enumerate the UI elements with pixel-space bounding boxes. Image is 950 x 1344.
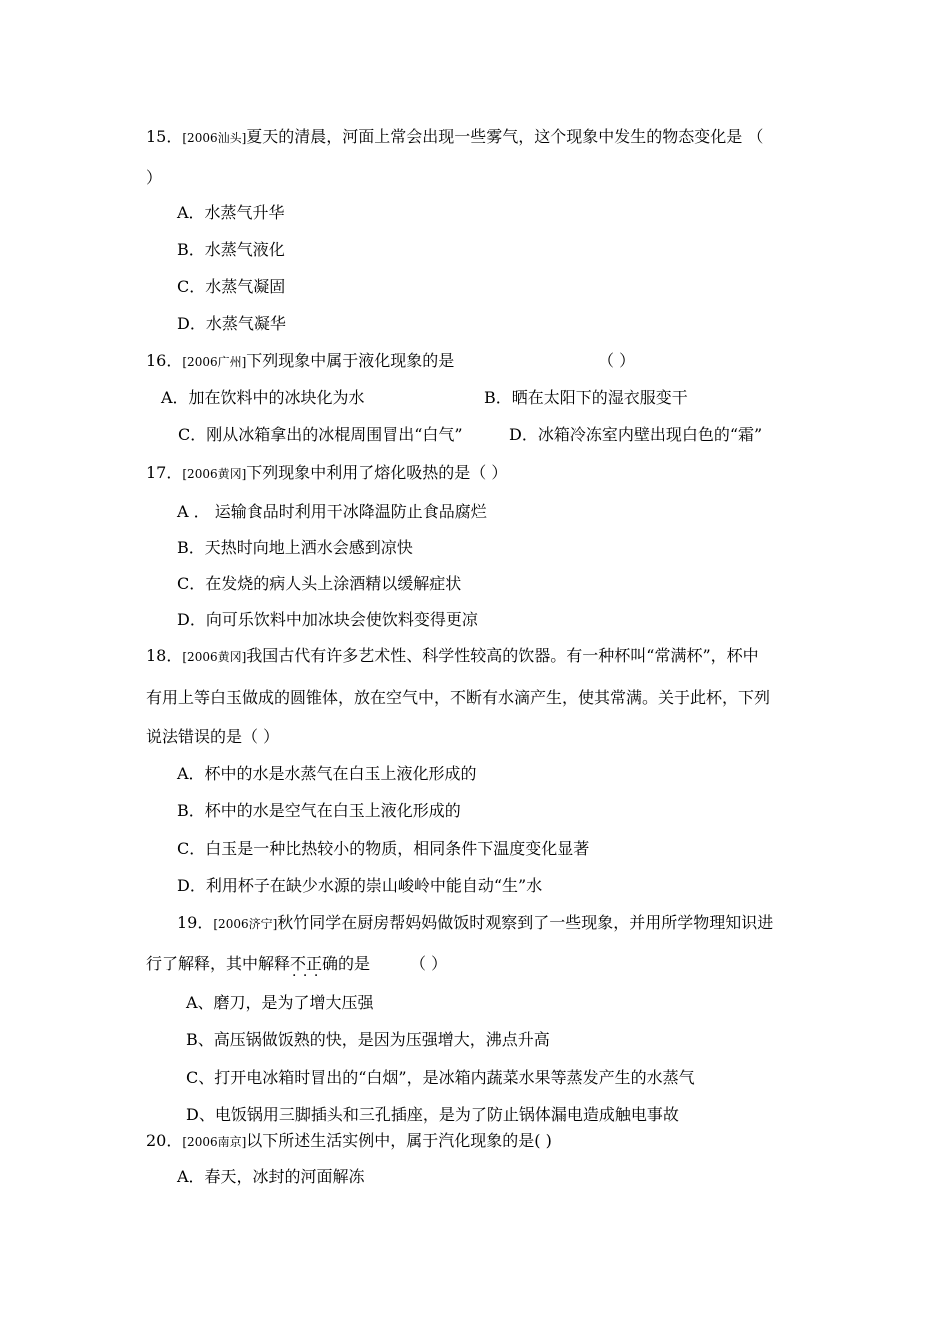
question-15-stem-continued: ） bbox=[146, 168, 163, 187]
option-17-c: C．在发烧的病人头上涂酒精以缓解症状 bbox=[177, 574, 462, 593]
option-17-b: B．天热时向地上洒水会感到凉快 bbox=[177, 538, 413, 557]
option-16-a: A．加在饮料中的冰块化为水 bbox=[161, 388, 365, 407]
option-18-a: A．杯中的水是水蒸气在白玉上液化形成的 bbox=[177, 764, 477, 783]
question-text: 行了解释，其中解释 bbox=[146, 954, 291, 973]
option-17-d: D．向可乐饮料中加冰块会使饮料变得更凉 bbox=[177, 610, 478, 629]
question-source: [2006黄冈] bbox=[182, 467, 247, 481]
option-19-a: A、磨刀，是为了增大压强 bbox=[186, 993, 374, 1012]
option-16-c: C．刚从冰箱拿出的冰棍周围冒出“白气” bbox=[178, 425, 463, 444]
option-18-c: C．白玉是一种比热较小的物质，相同条件下温度变化显著 bbox=[177, 839, 590, 858]
question-text: 我国古代有许多艺术性、科学性较高的饮器。有一种杯叫“常满杯”，杯中 bbox=[246, 646, 759, 665]
option-15-c: C．水蒸气凝固 bbox=[177, 277, 286, 296]
question-15-stem bbox=[146, 127, 763, 148]
question-text: 下列现象中属于液化现象的是 bbox=[246, 351, 455, 370]
question-number: 17． bbox=[146, 463, 183, 482]
question-text: 的是 bbox=[338, 954, 371, 973]
option-16-d: D．冰箱冷冻室内壁出现白色的“霜” bbox=[509, 425, 763, 444]
question-text: 下列现象中利用了熔化吸热的是（ ） bbox=[246, 463, 508, 482]
question-18-stem bbox=[146, 646, 759, 667]
option-19-d: D、电饭锅用三脚插头和三孔插座，是为了防止锅体漏电造成触电事故 bbox=[186, 1105, 679, 1124]
question-text: 以下所述生活实例中，属于汽化现象的是( ) bbox=[246, 1131, 552, 1150]
option-19-c: C、打开电冰箱时冒出的“白烟”，是冰箱内蔬菜水果等蒸发产生的水蒸气 bbox=[186, 1068, 695, 1087]
question-19-stem bbox=[177, 913, 773, 934]
question-18-stem-end: 说法错误的是（ ） bbox=[146, 727, 280, 746]
option-18-b: B．杯中的水是空气在白玉上液化形成的 bbox=[177, 801, 461, 820]
question-number: 19． bbox=[177, 913, 214, 932]
option-19-b: B、高压锅做饭熟的快，是因为压强增大，沸点升高 bbox=[186, 1030, 550, 1049]
answer-paren-16: （ ） bbox=[598, 351, 636, 370]
option-17-a: A ． 运输食品时利用干冰降温防止食品腐烂 bbox=[177, 502, 487, 521]
question-source: [2006济宁] bbox=[213, 917, 278, 931]
option-15-b: B．水蒸气液化 bbox=[177, 240, 285, 259]
question-source: [2006广州] bbox=[182, 355, 247, 369]
option-16-b: B．晒在太阳下的湿衣服变干 bbox=[484, 388, 688, 407]
question-number: 15． bbox=[146, 127, 183, 146]
question-source: [2006南京] bbox=[182, 1135, 247, 1149]
question-17-stem bbox=[146, 463, 507, 484]
question-source: [2006汕头] bbox=[182, 131, 247, 145]
option-20-a: A．春天，冰封的河面解冻 bbox=[177, 1167, 365, 1186]
question-19-stem-continued bbox=[146, 954, 370, 974]
question-number: 20． bbox=[146, 1131, 183, 1150]
question-text: 夏天的清晨，河面上常会出现一些雾气，这个现象中发生的物态变化是 （ bbox=[246, 127, 764, 146]
question-18-stem-continued: 有用上等白玉做成的圆锥体，放在空气中，不断有水滴产生，使其常满。关于此杯，下列 bbox=[146, 688, 771, 707]
question-20-stem bbox=[146, 1131, 552, 1152]
option-18-d: D．利用杯子在缺少水源的崇山峻岭中能自动“生”水 bbox=[177, 876, 543, 895]
question-source: [2006黄冈] bbox=[182, 650, 247, 664]
question-number: 16． bbox=[146, 351, 183, 370]
question-number: 18． bbox=[146, 646, 183, 665]
question-text: 秋竹同学在厨房帮妈妈做饭时观察到了一些现象，并用所学物理知识进 bbox=[277, 913, 774, 932]
answer-paren-19: （ ） bbox=[410, 954, 448, 973]
question-16-stem bbox=[146, 351, 454, 372]
option-15-d: D．水蒸气凝华 bbox=[177, 314, 286, 333]
option-15-a: A．水蒸气升华 bbox=[177, 203, 285, 222]
emphasis-text: 不正确 · · · bbox=[290, 954, 338, 974]
